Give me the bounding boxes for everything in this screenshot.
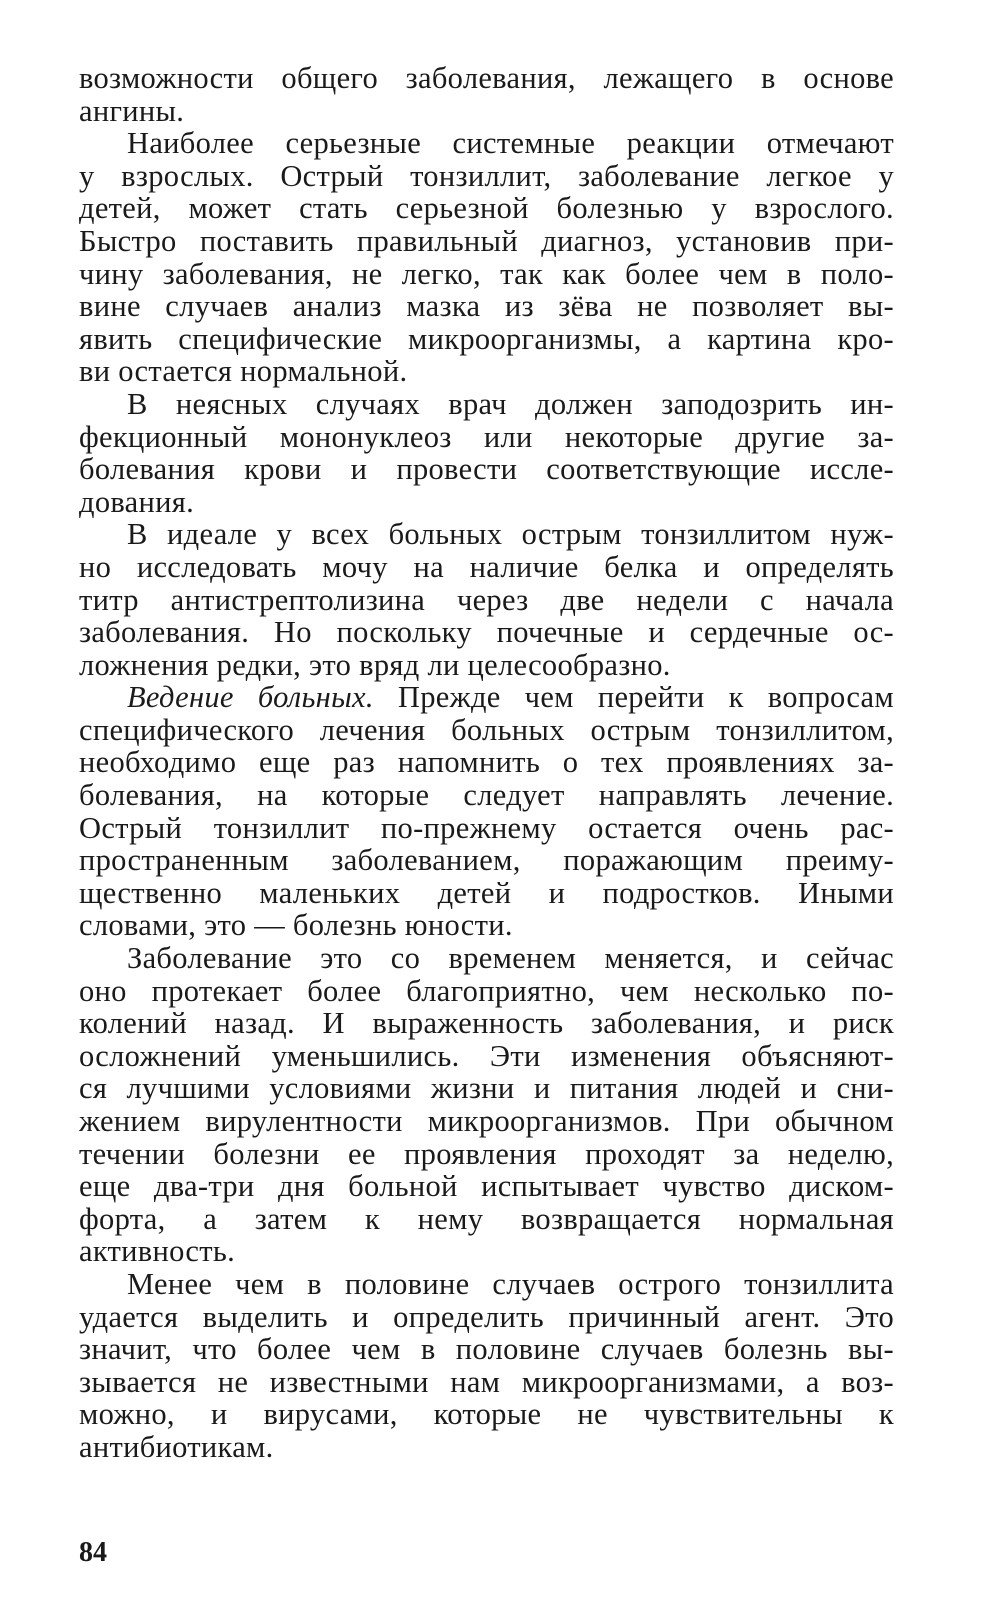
text-line: ложнения редки, это вряд ли целесообразно.: [79, 647, 671, 682]
paragraph-7: [79, 1268, 894, 1464]
text-line: возможности общего заболевания, лежащего в основе: [79, 61, 894, 95]
text-line: необходимо еще раз напомнить о тех проявлениях за-: [79, 745, 894, 780]
paragraph-6: [79, 942, 894, 1268]
text-line: у взрослых. Острый тонзиллит, заболевание легкое у: [79, 158, 894, 193]
text-line: болевания, на которые следует направлять лечение.: [79, 778, 894, 813]
text-line: но исследовать мочу на наличие белка и определять: [79, 549, 894, 584]
text-line: антибиотикам.: [79, 1429, 274, 1464]
paragraph-1: [79, 62, 894, 127]
text-line: Менее чем в половине случаев острого тонзиллита: [127, 1266, 894, 1301]
paragraph-3: [79, 388, 894, 518]
text-line: ви остается нормальной.: [79, 354, 408, 389]
text-line: вине случаев анализ мазка из зёва не позволяет вы-: [79, 289, 894, 324]
page-number: 84: [79, 1537, 107, 1568]
text-line: болевания крови и провести соответствующие иссле-: [79, 452, 894, 487]
text-line: В неясных случаях врач должен заподозрить ин-: [127, 386, 894, 421]
text-line: форта, а затем к нему возвращается нормальная: [79, 1201, 894, 1236]
text-line: активность.: [79, 1234, 236, 1269]
text-line: чину заболевания, не легко, так как более чем в поло-: [79, 256, 894, 291]
paragraph-5: [79, 681, 894, 942]
text-line: жением вирулентности микроорганизмов. При обычном: [79, 1104, 894, 1138]
text-line: ся лучшими условиями жизни и питания людей и сни-: [79, 1071, 894, 1106]
text-line: оно протекает более благоприятно, чем несколько по-: [79, 973, 894, 1008]
text-line: течении болезни ее проявления проходят за неделю,: [79, 1136, 894, 1171]
text-line: В идеале у всех больных острым тонзиллитом нуж-: [127, 517, 894, 552]
text-line-rest: Прежде чем перейти к вопросам: [373, 680, 894, 715]
text-line: зывается не известными нам микроорганизмами, а воз-: [79, 1364, 894, 1399]
section-run-in-heading: Ведение больных.: [127, 680, 374, 715]
text-line: значит, что более чем в половине случаев болезнь вы-: [79, 1332, 894, 1367]
text-line: щественно маленьких детей и подростков. Иными: [79, 875, 894, 910]
text-line: можно, и вирусами, которые не чувствительны к: [79, 1397, 894, 1432]
book-page-body: [79, 62, 894, 1464]
text-line: детей, может стать серьезной болезнью у взрослого.: [79, 191, 894, 226]
text-line: осложнений уменьшились. Эти изменения объясняют-: [79, 1038, 894, 1073]
text-line: Быстро поставить правильный диагноз, установив при-: [79, 223, 894, 258]
paragraph-4: [79, 518, 894, 681]
text-line: явить специфические микроорганизмы, а картина кро-: [79, 321, 894, 356]
text-line: ангины.: [79, 93, 185, 128]
text-line: [79, 681, 894, 714]
text-line: Заболевание это со временем меняется, и сейчас: [127, 941, 894, 976]
text-line: титр антистрептолизина через две недели с начала: [79, 582, 894, 617]
text-line: пространенным заболеванием, поражающим преиму-: [79, 843, 894, 878]
text-line: дования.: [79, 484, 195, 519]
text-line: Наиболее серьезные системные реакции отмечают: [127, 126, 894, 161]
paragraph-2: [79, 127, 894, 388]
text-line: словами, это — болезнь юности.: [79, 908, 513, 943]
text-line: специфического лечения больных острым тонзиллитом,: [79, 712, 894, 747]
text-line: Острый тонзиллит по-прежнему остается очень рас-: [79, 810, 894, 845]
text-line: фекционный мононуклеоз или некоторые другие за-: [79, 419, 894, 454]
text-line: удается выделить и определить причинный агент. Это: [79, 1299, 894, 1334]
text-line: заболевания. Но поскольку почечные и сердечные ос-: [79, 615, 894, 650]
text-line: еще два-три дня больной испытывает чувство диском-: [79, 1169, 894, 1204]
text-line: колений назад. И выраженность заболевания, и риск: [79, 1006, 894, 1041]
